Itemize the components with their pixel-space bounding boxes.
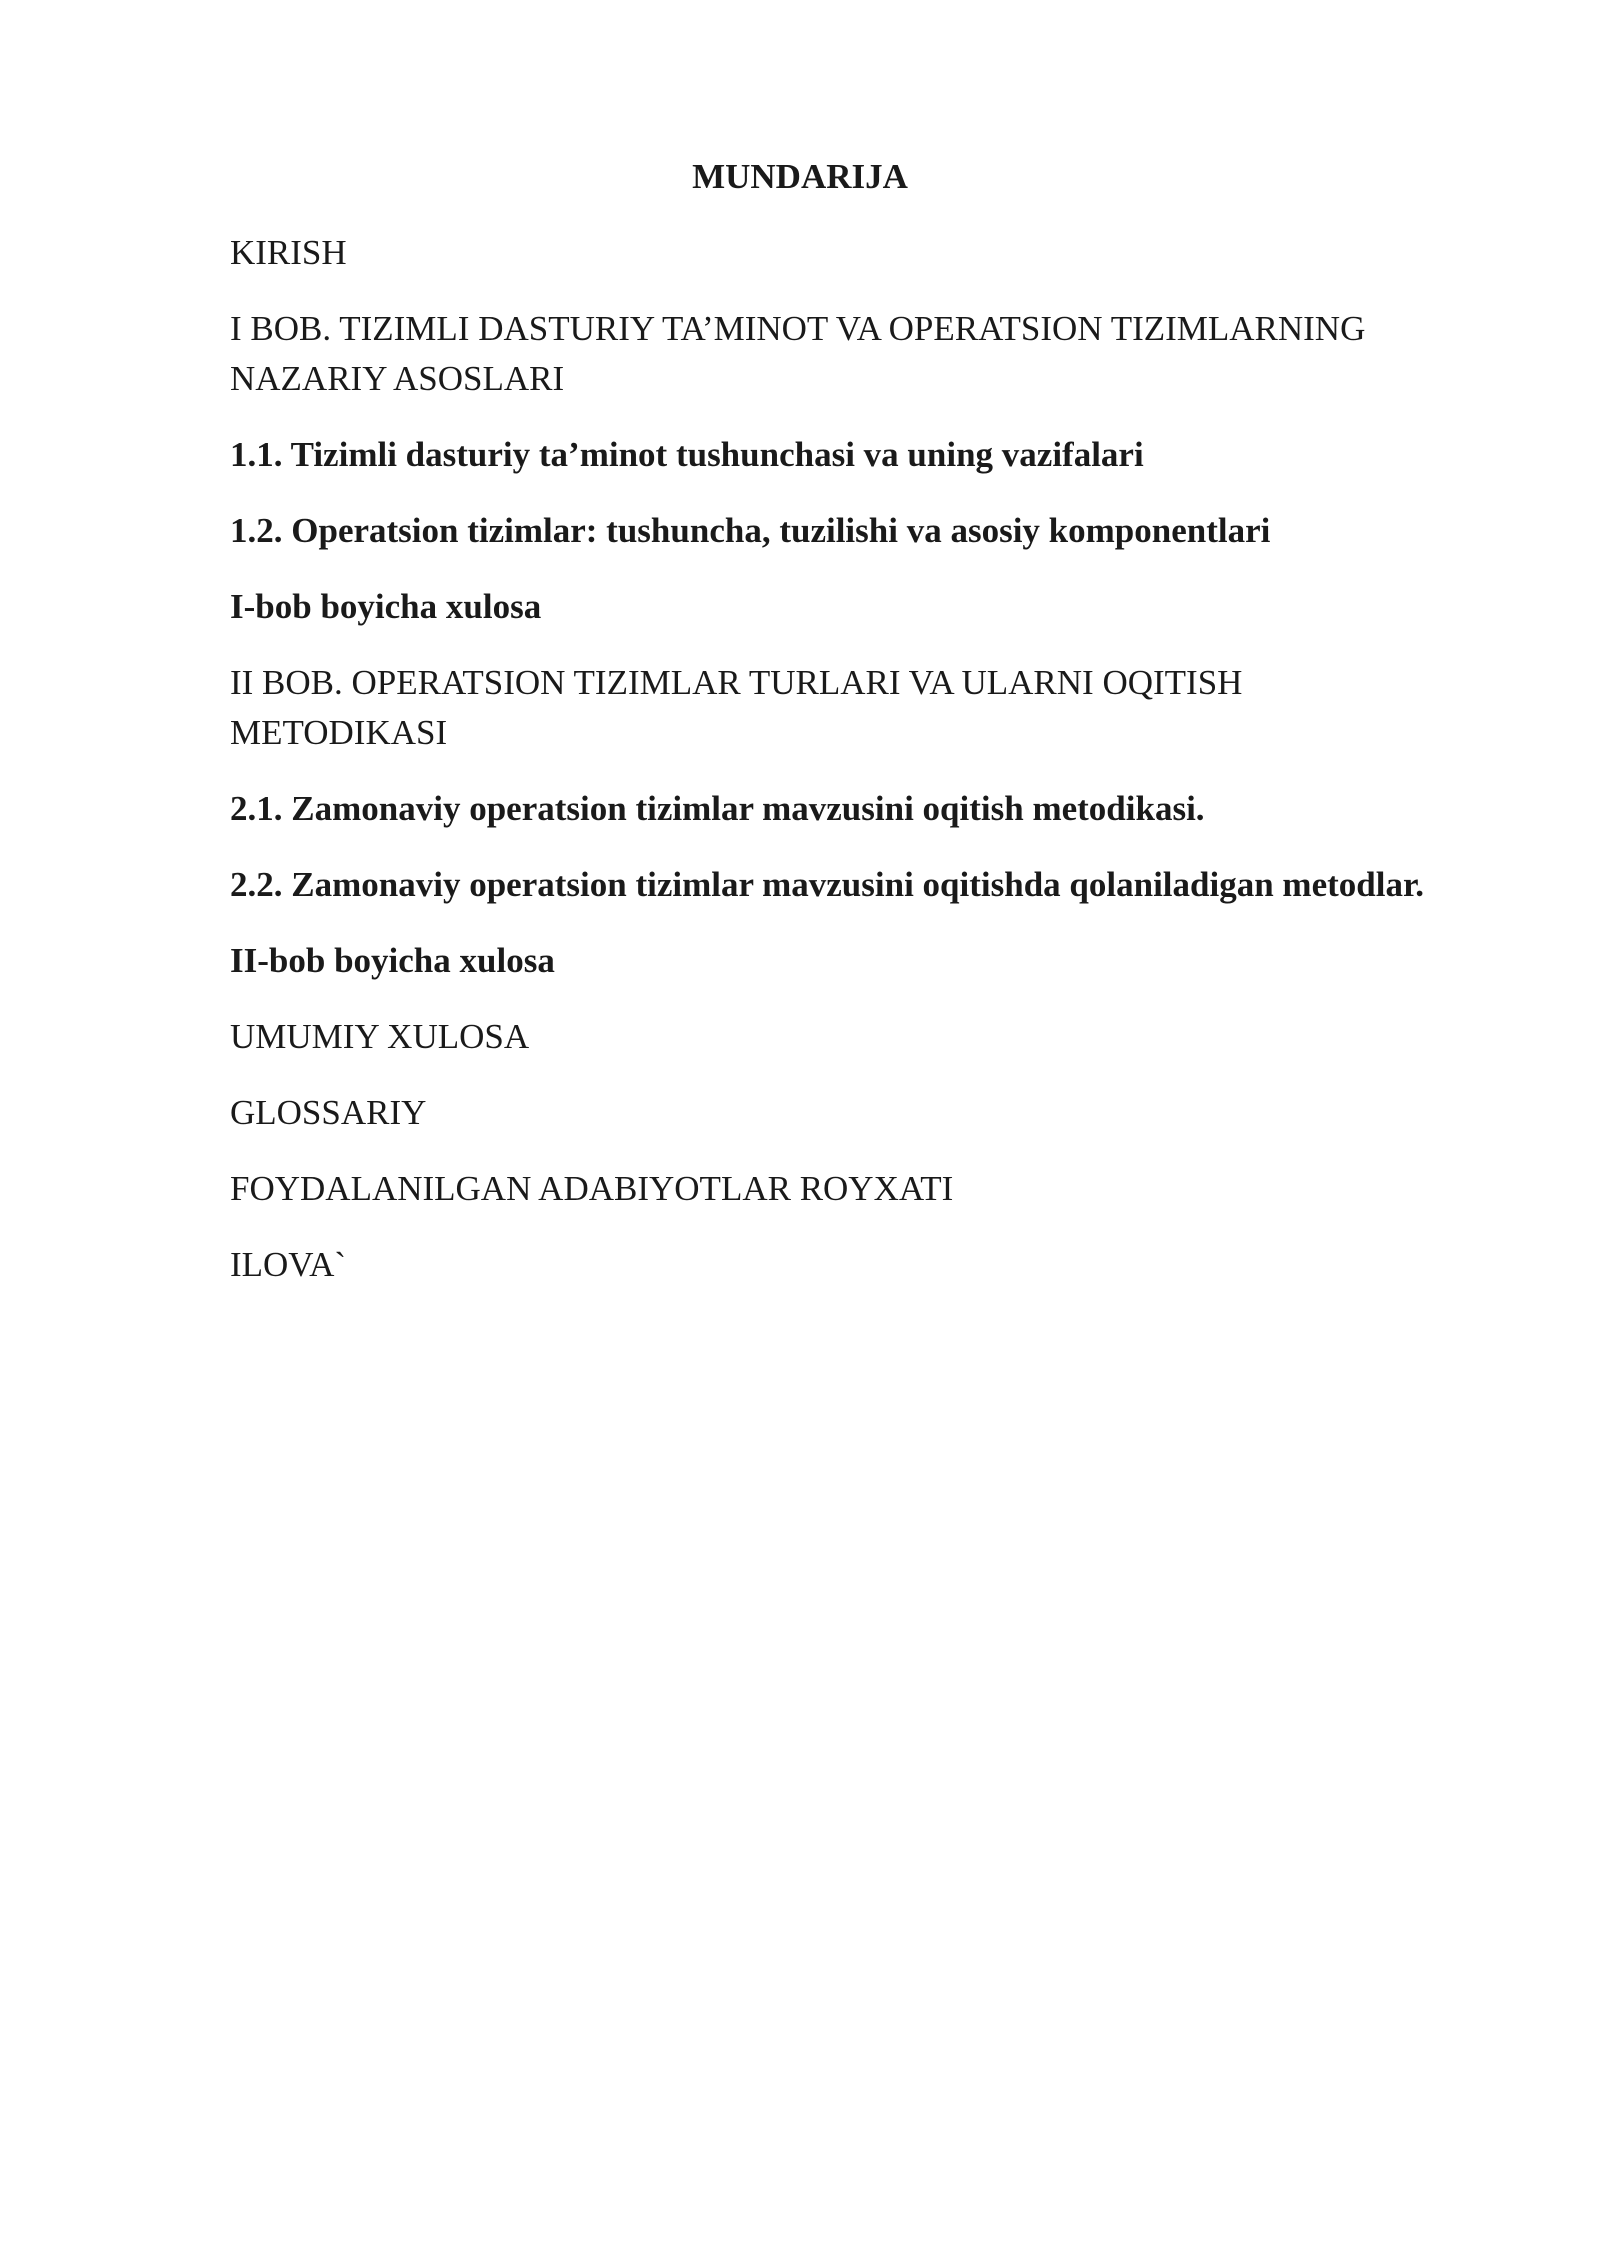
toc-entry: FOYDALANILGAN ADABIYOTLAR ROYXATI (230, 1169, 954, 1208)
toc-entry: I-bob boyicha xulosa (230, 587, 542, 626)
toc-entry: 2.2. Zamonaviy operatsion tizimlar mavzusini oqitishda qolaniladigan metodlar. (230, 865, 1425, 904)
toc-entry: 1.1. Tizimli dasturiy ta’minot tushunchasi va uning vazifalari (230, 435, 1144, 474)
table-of-contents (230, 228, 1430, 1316)
toc-entry: GLOSSARIY (230, 1093, 427, 1132)
toc-entry: KIRISH (230, 233, 347, 272)
toc-entry: II BOB. OPERATSION TIZIMLAR TURLARI VA ULARNI OQITISH METODIKASI (230, 663, 1243, 752)
toc-entry: I BOB. TIZIMLI DASTURIY TA’MINOT VA OPERATSION TIZIMLARNING NAZARIY ASOSLARI (230, 309, 1366, 398)
toc-entry: II-bob boyicha xulosa (230, 941, 555, 980)
toc-entry: 2.1. Zamonaviy operatsion tizimlar mavzusini oqitish metodikasi. (230, 789, 1205, 828)
toc-entry: UMUMIY XULOSA (230, 1017, 530, 1056)
toc-entry: ILOVA` (230, 1245, 347, 1284)
toc-entry: 1.2. Operatsion tizimlar: tushuncha, tuzilishi va asosiy komponentlari (230, 511, 1271, 550)
page-title: MUNDARIJA (692, 157, 908, 196)
